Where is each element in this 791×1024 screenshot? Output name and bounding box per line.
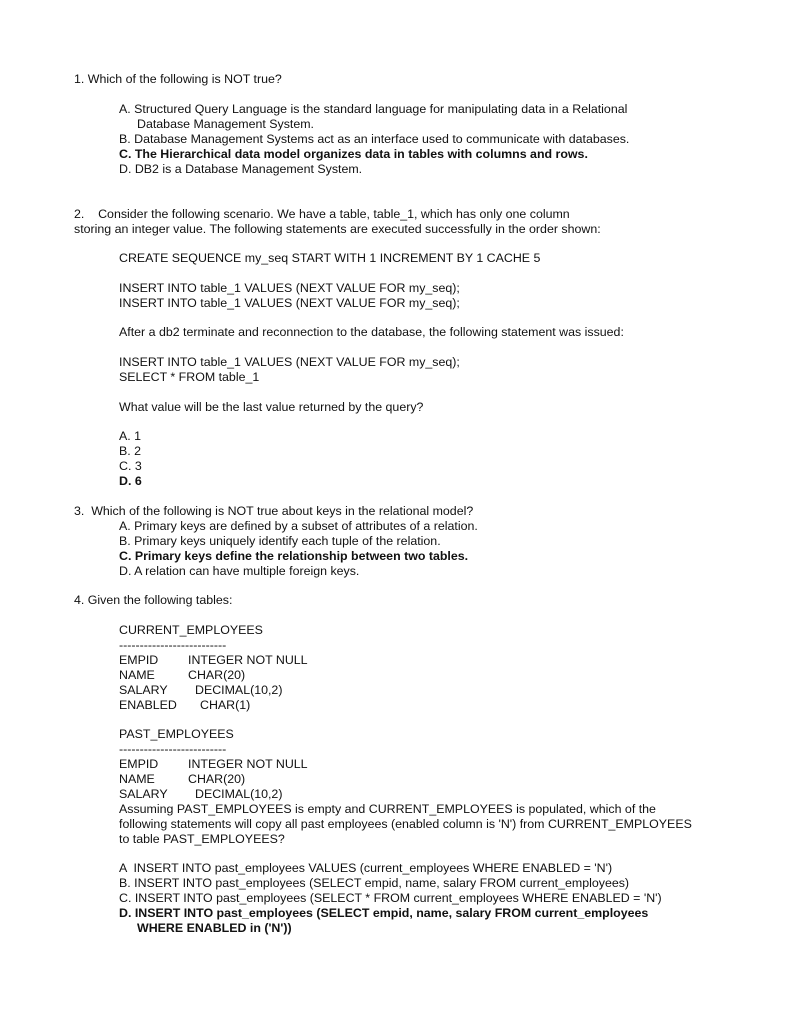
q4-table1-col3: SALARY xyxy=(119,683,168,697)
q4-assumption-line3: to table PAST_EMPLOYEES? xyxy=(119,832,285,846)
q4-option-c: C. INSERT INTO past_employees (SELECT * FROM current_employees WHERE ENABLED = 'N') xyxy=(119,891,662,905)
q2-stem-line1: 2. Consider the following scenario. We have a table, table_1, which has only one column xyxy=(74,207,570,221)
q4-table1-col1: EMPID xyxy=(119,653,159,667)
q2-insert-3: INSERT INTO table_1 VALUES (NEXT VALUE FOR my_seq); xyxy=(119,355,460,369)
q4-table1-col2: NAME xyxy=(119,668,155,682)
q4-table2-col2-type: CHAR(20) xyxy=(188,772,246,786)
q2-option-c: C. 3 xyxy=(119,459,142,473)
q4-table2-col1: EMPID xyxy=(119,757,159,771)
q4-table2-rule: -------------------------- xyxy=(119,742,227,756)
q1-option-d: D. DB2 is a Database Management System. xyxy=(119,162,363,176)
q4-table2-col2: NAME xyxy=(119,772,155,786)
q1-option-b: B. Database Management Systems act as an interface used to communicate with databases. xyxy=(119,132,630,146)
q2-stem-line2: storing an integer value. The following statements are executed successfully in the order shown: xyxy=(74,222,601,236)
q3-option-c-answer: C. Primary keys define the relationship between two tables. xyxy=(119,549,469,563)
q4-table1-col4: ENABLED xyxy=(119,698,177,712)
q1-option-a: A. Structured Query Language is the standard language for manipulating data in a Relational xyxy=(119,102,628,116)
q2-after-text: After a db2 terminate and reconnection to the database, the following statement was issued: xyxy=(119,325,624,339)
q2-option-d-answer: D. 6 xyxy=(119,474,142,488)
q4-table1-col1-type: INTEGER NOT NULL xyxy=(188,653,308,667)
q2-option-b: B. 2 xyxy=(119,444,142,458)
q4-option-d-answer-cont: WHERE ENABLED in ('N')) xyxy=(137,921,292,935)
q4-assumption-line2: following statements will copy all past employees (enabled column is 'N') from CURRENT_EMPLOYEES xyxy=(119,817,692,831)
q2-insert-1: INSERT INTO table_1 VALUES (NEXT VALUE FOR my_seq); xyxy=(119,281,460,295)
q2-select: SELECT * FROM table_1 xyxy=(119,370,260,384)
q4-table1-rule: -------------------------- xyxy=(119,638,227,652)
q1-option-a-cont: Database Management System. xyxy=(137,117,315,131)
q4-assumption-line1: Assuming PAST_EMPLOYEES is empty and CURRENT_EMPLOYEES is populated, which of the xyxy=(119,802,656,816)
q4-option-a: A INSERT INTO past_employees VALUES (current_employees WHERE ENABLED = 'N') xyxy=(119,861,613,875)
q3-stem: 3. Which of the following is NOT true about keys in the relational model? xyxy=(74,504,474,518)
q4-table1-col2-type: CHAR(20) xyxy=(188,668,246,682)
q2-insert-2: INSERT INTO table_1 VALUES (NEXT VALUE FOR my_seq); xyxy=(119,296,460,310)
q4-table1-col4-type: CHAR(1) xyxy=(200,698,251,712)
q4-stem: 4. Given the following tables: xyxy=(74,593,233,607)
q4-option-b: B. INSERT INTO past_employees (SELECT empid, name, salary FROM current_employees) xyxy=(119,876,630,890)
q3-option-d: D. A relation can have multiple foreign keys. xyxy=(119,564,360,578)
q2-create-sequence: CREATE SEQUENCE my_seq START WITH 1 INCREMENT BY 1 CACHE 5 xyxy=(119,251,541,265)
q2-option-a: A. 1 xyxy=(119,429,142,443)
q4-table1-name: CURRENT_EMPLOYEES xyxy=(119,623,263,637)
q1-stem: 1. Which of the following is NOT true? xyxy=(74,72,282,86)
q3-option-a: A. Primary keys are defined by a subset of attributes of a relation. xyxy=(119,519,478,533)
q1-option-c-answer: C. The Hierarchical data model organizes data in tables with columns and rows. xyxy=(119,147,588,161)
q4-option-d-answer: D. INSERT INTO past_employees (SELECT empid, name, salary FROM current_employees xyxy=(119,906,649,920)
q2-question: What value will be the last value returned by the query? xyxy=(119,400,424,414)
q4-table2-col3-type: DECIMAL(10,2) xyxy=(195,787,283,801)
q4-table1-col3-type: DECIMAL(10,2) xyxy=(195,683,283,697)
q4-table2-name: PAST_EMPLOYEES xyxy=(119,727,234,741)
q4-table2-col1-type: INTEGER NOT NULL xyxy=(188,757,308,771)
q3-option-b: B. Primary keys uniquely identify each tuple of the relation. xyxy=(119,534,441,548)
q4-table2-col3: SALARY xyxy=(119,787,168,801)
